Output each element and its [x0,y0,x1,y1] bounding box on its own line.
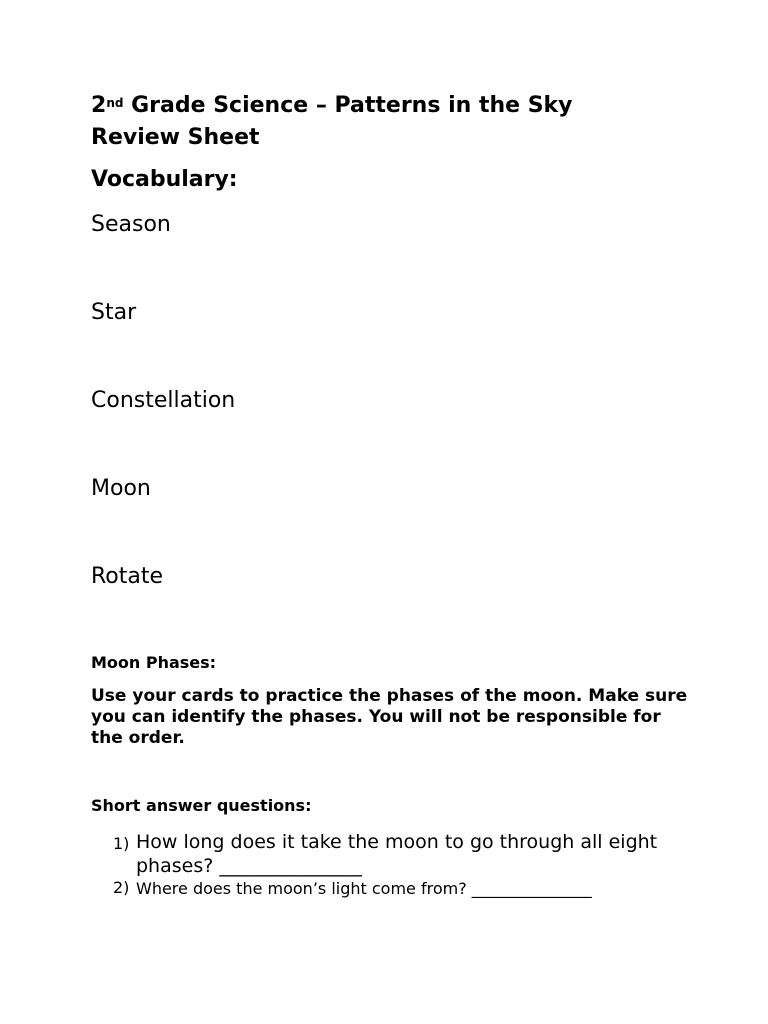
question-item [113,830,673,878]
title-line2: Review Sheet [91,125,260,150]
question-number: 2) [113,878,130,897]
moon-phases-instructions: Use your cards to practice the phases of the moon. Make sure you can identify the phases. You will not be responsible for the order. [91,686,688,748]
question-text: Where does the moon’s light come from? _______________ [136,879,592,898]
question-item [113,878,673,900]
short-answer-heading: Short answer questions: [91,796,312,815]
moon-phases-heading: Moon Phases: [91,653,217,672]
vocabulary-term: Star [91,300,137,325]
vocabulary-term: Season [91,212,171,237]
question-text: How long does it take the moon to go through all eight phases? _______________ [136,831,658,877]
vocabulary-term: Moon [91,476,151,501]
title-grade-number: 2 [91,93,107,118]
question-number: 1) [113,834,130,853]
vocabulary-heading: Vocabulary: [91,167,238,192]
title-grade-suffix: nd [106,96,124,110]
vocabulary-term: Rotate [91,564,164,589]
short-answer-question-list [113,830,673,900]
title-line1-rest: Grade Science – Patterns in the Sky [123,93,573,118]
vocabulary-list [91,211,235,651]
page-title [91,90,573,154]
vocabulary-term: Constellation [91,388,236,413]
